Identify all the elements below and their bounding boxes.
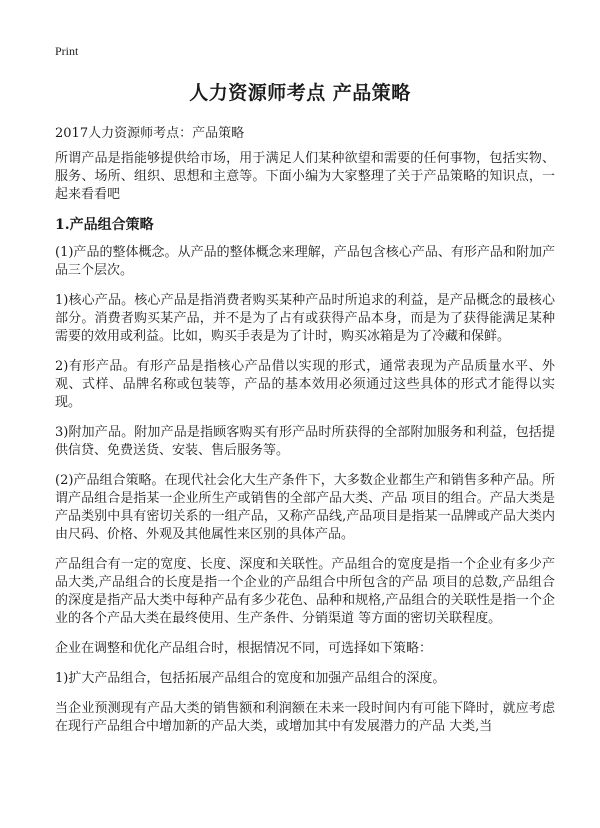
paragraph: 2)有形产品。有形产品是指核心产品借以实现的形式，通常表现为产品质量水平、外观、式样、品牌名称或包装等，产品的基本效用必须通过这些具体的形式才能得以实现。 [55, 359, 555, 410]
intro-paragraph: 所谓产品是指能够提供给市场，用于满足人们某种欲望和需要的任何事物，包括实物、服务、场所、组织、思想和主意等。下面小编为大家整理了关于产品策略的知识点，一起来看看吧 [55, 151, 555, 202]
paragraph: (1)产品的整体概念。从产品的整体概念来理解，产品包含核心产品、有形产品和附加产品三个层次。 [55, 245, 555, 278]
page-title: 人力资源师考点 产品策略 [189, 82, 411, 104]
article-subtitle: 2017人力资源师考点：产品策略 [55, 126, 245, 141]
paragraph: 3)附加产品。附加产品是指顾客购买有形产品时所获得的全部附加服务和利益，包括提供信贷、免费送货、安装、售后服务等。 [55, 425, 555, 458]
paragraph: 1)核心产品。核心产品是指消费者购买某种产品时所追求的利益，是产品概念的最核心部分。消费者购买某产品，并不是为了占有或获得产品本身，而是为了获得能满足某种需要的效用或利益。比如，购买手表是为了计时，购买冰箱是为了冷藏和保鲜。 [55, 293, 555, 344]
paragraph: (2)产品组合策略。在现代社会化大生产条件下，大多数企业都生产和销售多种产品。所谓产品组合是指某一企业所生产或销售的全部产品大类、产品 项目的组合。产品大类是产品类别中具有密切关系的一组产品，又称产品线,产品项目是指某一品牌或产品大类内由尺码、价格、外观及其他属性来区别的具体产品。 [55, 473, 555, 542]
article-body [55, 150, 555, 748]
print-link[interactable]: Print [55, 44, 79, 58]
paragraph: 企业在调整和优化产品组合时，根据情况不同，可选择如下策略： [55, 641, 433, 656]
paragraph: 当企业预测现有产品大类的销售额和利润额在未来一段时间内有可能下降时，就应考虑在现行产品组合中增加新的产品大类，或增加其中有发展潜力的产品 大类,当 [55, 701, 555, 734]
paragraph: 产品组合有一定的宽度、长度、深度和关联性。产品组合的宽度是指一个企业有多少产品大类,产品组合的长度是指一个企业的产品组合中所包含的产品 项目的总数,产品组合的深度是指产品大类中每种产品有多少花色、品种和规格,产品组合的关联性是指一个企业的各个产品大类在最终使用、生产条件、分销渠道 等方面的密切关联程度。 [55, 557, 555, 626]
paragraph: 1)扩大产品组合，包括拓展产品组合的宽度和加强产品组合的深度。 [55, 671, 446, 686]
section-heading: 1.产品组合策略 [55, 217, 154, 233]
